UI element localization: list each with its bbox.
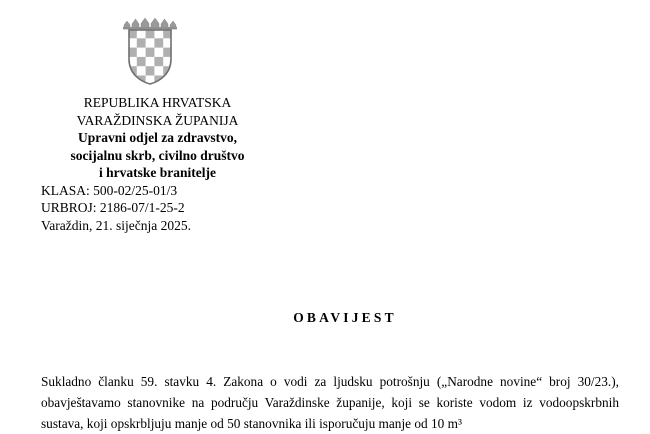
shield-icon (128, 29, 172, 85)
body-paragraph-text: Sukladno članku 59. stavku 4. Zakona o vodi za ljudsku potrošnju („Narodne novine“ broj 30/23.), obavještavamo stanovnike na području Varaždinske županije, koji se koriste vodom iz vodoopskrbnih sustava, koji opskrbljuju manje od 50 stanovnika ili isporučuju manje od 10 m³ (41, 374, 619, 431)
place-date-line: Varaždin, 21. siječnja 2025. (41, 217, 191, 233)
body-paragraph (41, 371, 619, 434)
klasa-line: KLASA: 500-02/25-01/3 (41, 182, 178, 198)
department-line-3: i hrvatske branitelje (99, 165, 216, 180)
croatian-coat-of-arms-icon (122, 14, 178, 88)
document-title: OBAVIJEST (293, 310, 397, 325)
department-line-1: Upravni odjel za zdravstvo, (78, 130, 237, 145)
county-line: VARAŽDINSKA ŽUPANIJA (76, 112, 239, 128)
republic-line: REPUBLIKA HRVATSKA (83, 95, 232, 110)
department-line-2: socijalnu skrb, civilno društvo (70, 147, 245, 163)
letterhead-block (41, 94, 361, 234)
crown-icon (122, 14, 178, 30)
urbroj-line: URBROJ: 2186-07/1-25-2 (41, 200, 185, 215)
